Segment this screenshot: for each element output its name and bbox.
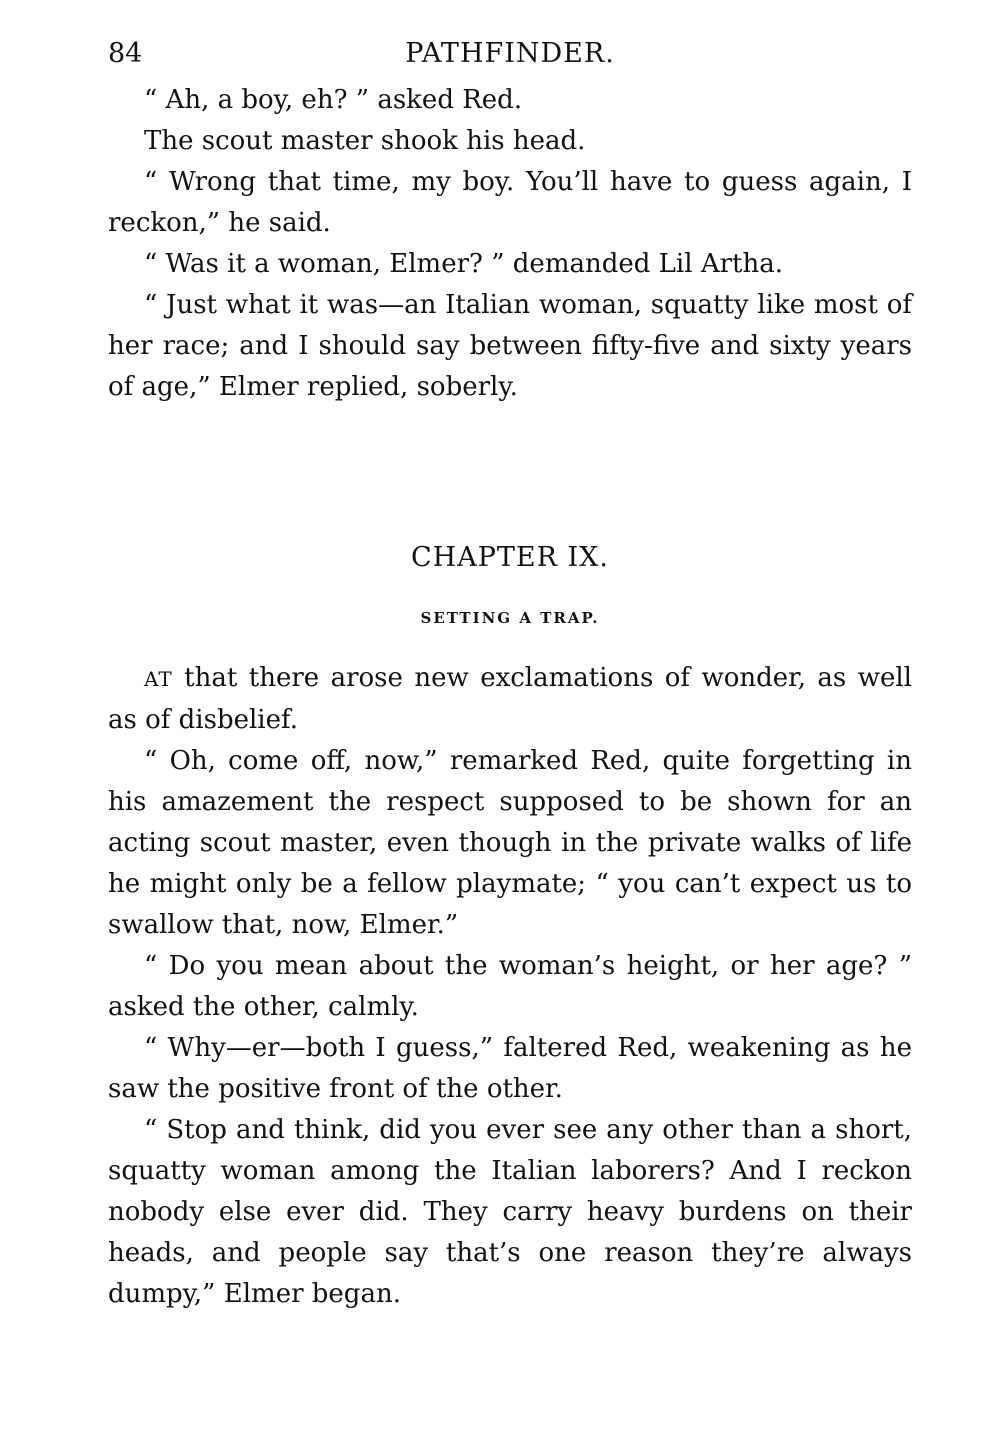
opening-paragraph <box>108 658 912 741</box>
paragraph: “ Why—er—both I guess,” faltered Red, weakening as he saw the positive front of the other. <box>108 1033 912 1104</box>
paragraph: “ Wrong that time, my boy. You’ll have to guess again, I reckon,” he said. <box>108 167 912 238</box>
book-page <box>108 34 912 1315</box>
paragraph: “ Was it a woman, Elmer? ” demanded Lil Artha. <box>144 249 783 279</box>
paragraph: “ Just what it was—an Italian woman, squatty like most of her race; and I should say between fifty-five and sixty years of age,” Elmer replied, soberly. <box>108 290 912 402</box>
chapter-text <box>108 658 912 1315</box>
chapter-subtitle: SETTING A TRAP. <box>420 609 600 627</box>
running-head: PATHFINDER. <box>405 38 615 69</box>
paragraph: “ Ah, a boy, eh? ” asked Red. <box>144 85 523 115</box>
paragraph: “ Oh, come off, now,” remarked Red, quite forgetting in his amazement the respect supposed to be shown for an acting scout master, even though in the private walks of life he might only be a fellow playmate; “ you can’t expect us to swallow that, now, Elmer.” <box>108 746 912 940</box>
page-number: 84 <box>108 38 143 69</box>
paragraph: “ Stop and think, did you ever see any other than a short, squatty woman among the Italian laborers? And I reckon nobody else ever did. They carry heavy burdens on their heads, and people say that’s one reason they’re always dumpy,” Elmer began. <box>108 1115 912 1309</box>
paragraph: The scout master shook his head. <box>144 126 586 156</box>
chapter-title: CHAPTER IX. <box>411 542 609 573</box>
opening-text: that there arose new exclamations of wonder, as well as of disbelief. <box>108 663 912 735</box>
opening-drop-word: AT <box>144 667 173 691</box>
preceding-text <box>108 80 912 408</box>
paragraph: “ Do you mean about the woman’s height, or her age? ” asked the other, calmly. <box>108 951 912 1022</box>
page-header <box>108 34 912 78</box>
